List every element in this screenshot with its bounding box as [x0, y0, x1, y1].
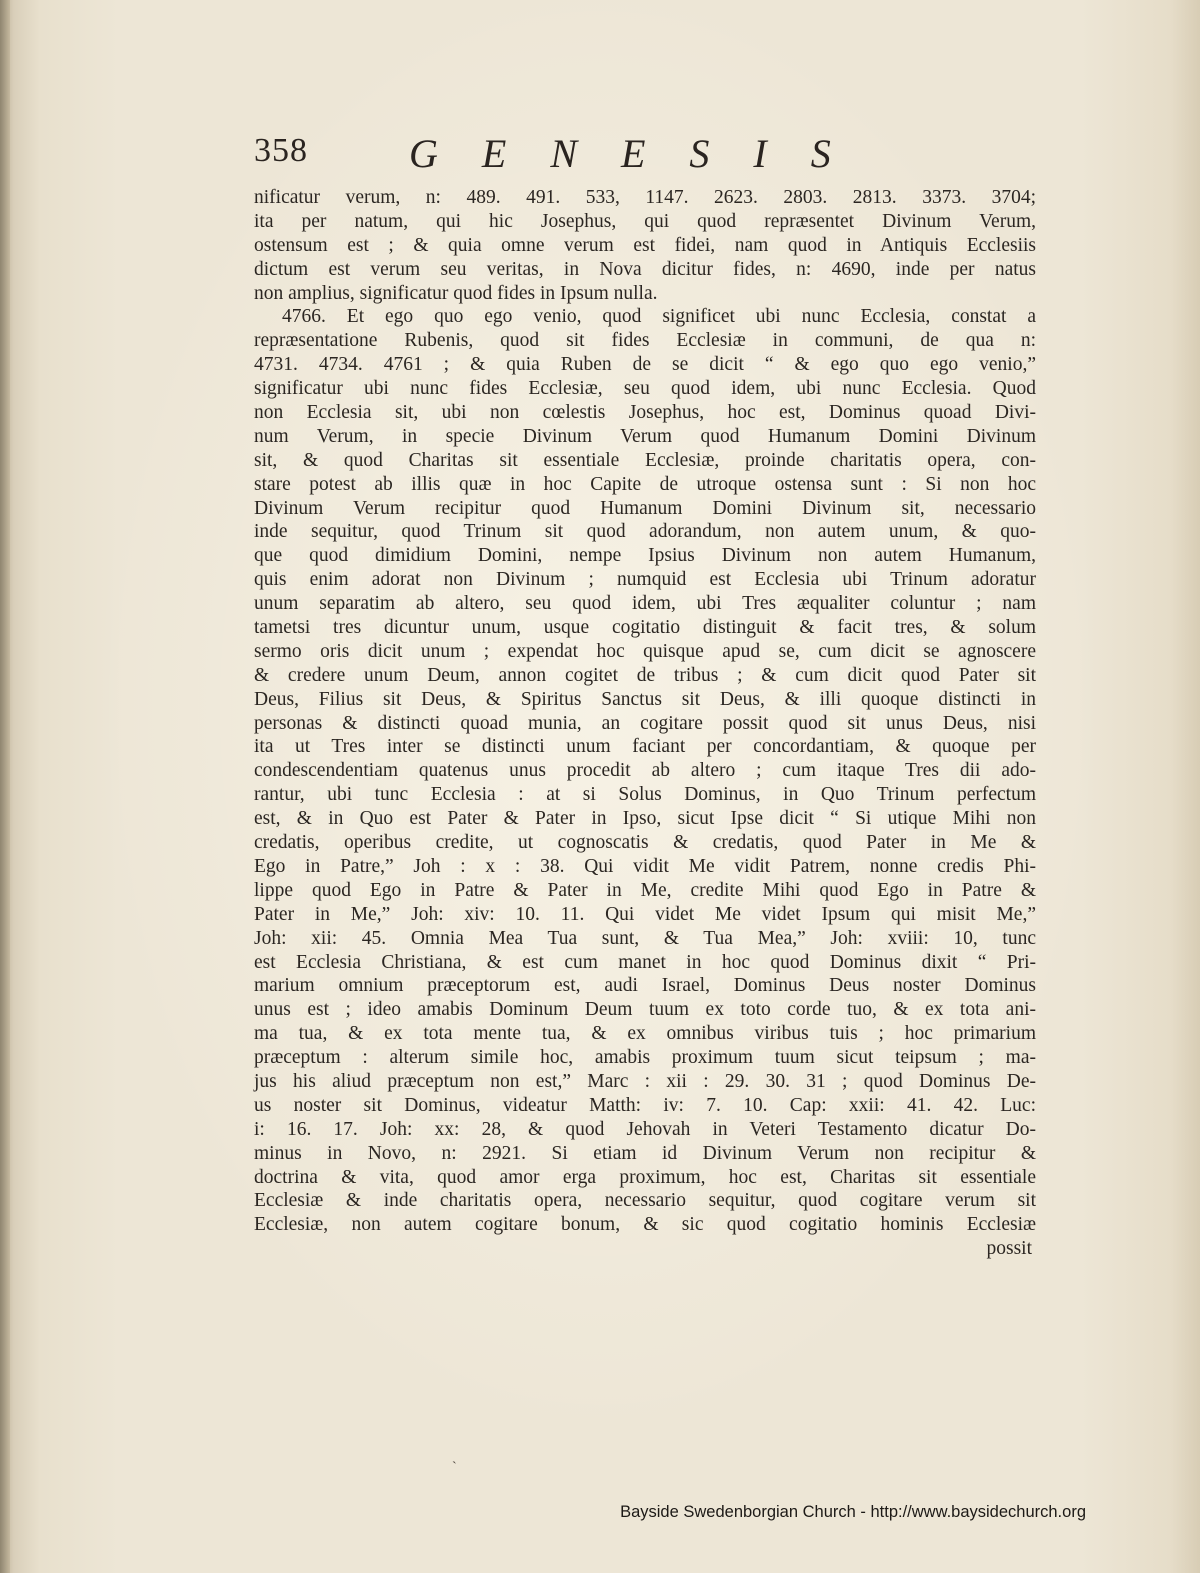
- catchword: possit: [986, 1238, 1032, 1260]
- text-line: ma tua, & ex tota mente tua, & ex omnibus viribus tuis ; hoc primarium: [254, 1023, 1036, 1045]
- text-line: Deus, Filius sit Deus, & Spiritus Sanctus sit Deus, & illi quoque distincti in: [254, 688, 1036, 710]
- text-line: Pater in Me,” Joh: xiv: 10. 11. Qui videt Me videt Ipsum qui misit Me,”: [254, 903, 1036, 925]
- text-line: quis enim adorat non Divinum ; numquid est Ecclesia ubi Trinum adoratur: [254, 569, 1036, 591]
- text-line: ostensum est ; & quia omne verum est fidei, nam quod in Antiquis Ecclesiis: [254, 234, 1036, 256]
- text-line: lippe quod Ego in Patre & Pater in Me, credite Mihi quod Ego in Patre &: [254, 879, 1036, 901]
- text-line: & credere unum Deum, annon cogitet de tribus ; & cum dicit quod Pater sit: [254, 664, 1036, 686]
- text-line: Ego in Patre,” Joh : x : 38. Qui vidit Me vidit Patrem, nonne credis Phi-: [254, 855, 1036, 877]
- text-line: jus his aliud præceptum non est,” Marc : xii : 29. 30. 31 ; quod Dominus De-: [254, 1070, 1036, 1092]
- text-line: repræsentatione Rubenis, quod sit fides Ecclesiæ in communi, de qua n:: [254, 330, 1036, 352]
- text-line: stare potest ab illis quæ in hoc Capite de utroque ostensa sunt : Si non hoc: [254, 473, 1036, 495]
- body-text: [254, 186, 1036, 1261]
- page-number: 358: [254, 132, 308, 169]
- text-line: que quod dimidium Domini, nempe Ipsius Divinum non autem Humanum,: [254, 545, 1036, 567]
- text-line: ita per natum, qui hic Josephus, qui quod repræsentet Divinum Verum,: [254, 210, 1036, 232]
- text-line: unus est ; ideo amabis Dominum Deum tuum ex toto corde tuo, & ex tota ani-: [254, 999, 1036, 1021]
- text-line: sermo oris dicit unum ; expendat hoc quisque apud se, cum dicit se agnoscere: [254, 640, 1036, 662]
- text-line: tametsi tres dicuntur unum, usque cogitatio distinguit & facit tres, & solum: [254, 617, 1036, 639]
- ink-speck: `: [452, 1460, 457, 1475]
- text-line: est, & in Quo est Pater & Pater in Ipso, sicut Ipse dicit “ Si utique Mihi non: [254, 808, 1036, 830]
- text-line: est Ecclesia Christiana, & est cum manet in hoc quod Dominus dixit “ Pri-: [254, 951, 1036, 973]
- text-line: us noster sit Dominus, videatur Matth: iv: 7. 10. Cap: xxii: 41. 42. Luc:: [254, 1094, 1036, 1116]
- text-line: Divinum Verum recipitur quod Humanum Domini Divinum sit, necessario: [254, 497, 1036, 519]
- scan-credit: Bayside Swedenborgian Church - http://www.baysidechurch.org: [620, 1503, 1086, 1521]
- text-line: doctrina & vita, quod amor erga proximum, hoc est, Charitas sit essentiale: [254, 1166, 1036, 1188]
- text-line: dictum est verum seu veritas, in Nova dicitur fides, n: 4690, inde per natus: [254, 258, 1036, 280]
- text-line: condescendentiam quatenus unus procedit ab altero ; cum itaque Tres dii ado-: [254, 760, 1036, 782]
- text-line: 4731. 4734. 4761 ; & quia Ruben de se dicit “ & ego quo ego venio,”: [254, 354, 1036, 376]
- text-line: non amplius, significatur quod fides in Ipsum nulla.: [254, 282, 658, 304]
- text-line: Joh: xii: 45. Omnia Mea Tua sunt, & Tua Mea,” Joh: xviii: 10, tunc: [254, 927, 1036, 949]
- text-line: credatis, operibus credite, ut cognoscatis & credatis, quod Pater in Me &: [254, 832, 1036, 854]
- text-line: nificatur verum, n: 489. 491. 533, 1147. 2623. 2803. 2813. 3373. 3704;: [254, 187, 1036, 208]
- text-line: num Verum, in specie Divinum Verum quod Humanum Domini Divinum: [254, 425, 1036, 447]
- paragraph-start-4766: 4766. Et ego quo ego venio, quod significet ubi nunc Ecclesia, constat a: [282, 306, 1036, 328]
- text-line: ita ut Tres inter se distincti unum faciant per concordantiam, & quoque per: [254, 736, 1036, 758]
- running-title: GENESIS: [409, 131, 875, 176]
- text-line: personas & distincti quoad munia, an cogitare possit quod sit unus Deus, nisi: [254, 712, 1036, 734]
- text-line: sit, & quod Charitas sit essentiale Ecclesiæ, proinde charitatis opera, con-: [254, 449, 1036, 471]
- page-header: [254, 120, 1034, 180]
- text-line: Ecclesiæ & inde charitatis opera, necessario sequitur, quod cogitare verum sit: [254, 1190, 1036, 1212]
- text-line: Ecclesiæ, non autem cogitare bonum, & sic quod cogitatio hominis Ecclesiæ: [254, 1214, 1036, 1236]
- text-line: i: 16. 17. Joh: xx: 28, & quod Jehovah in Veteri Testamento dicatur Do-: [254, 1118, 1036, 1140]
- text-line: minus in Novo, n: 2921. Si etiam id Divinum Verum non recipitur &: [254, 1142, 1036, 1164]
- page-gutter: [0, 0, 10, 1573]
- text-line: præceptum : alterum simile hoc, amabis proximum tuum sicut teipsum ; ma-: [254, 1047, 1036, 1069]
- text-line: unum separatim ab altero, seu quod idem, ubi Tres æqualiter coluntur ; nam: [254, 593, 1036, 615]
- text-line: inde sequitur, quod Trinum sit quod adorandum, non autem unum, & quo-: [254, 521, 1036, 543]
- text-line: significatur ubi nunc fides Ecclesiæ, seu quod idem, ubi nunc Ecclesia. Quod: [254, 378, 1036, 400]
- text-line: rantur, ubi tunc Ecclesia : at si Solus Dominus, in Quo Trinum perfectum: [254, 784, 1036, 806]
- text-line: non Ecclesia sit, ubi non cœlestis Josephus, hoc est, Dominus quoad Divi-: [254, 402, 1036, 424]
- text-line: marium omnium præceptorum est, audi Israel, Dominus Deus noster Dominus: [254, 975, 1036, 997]
